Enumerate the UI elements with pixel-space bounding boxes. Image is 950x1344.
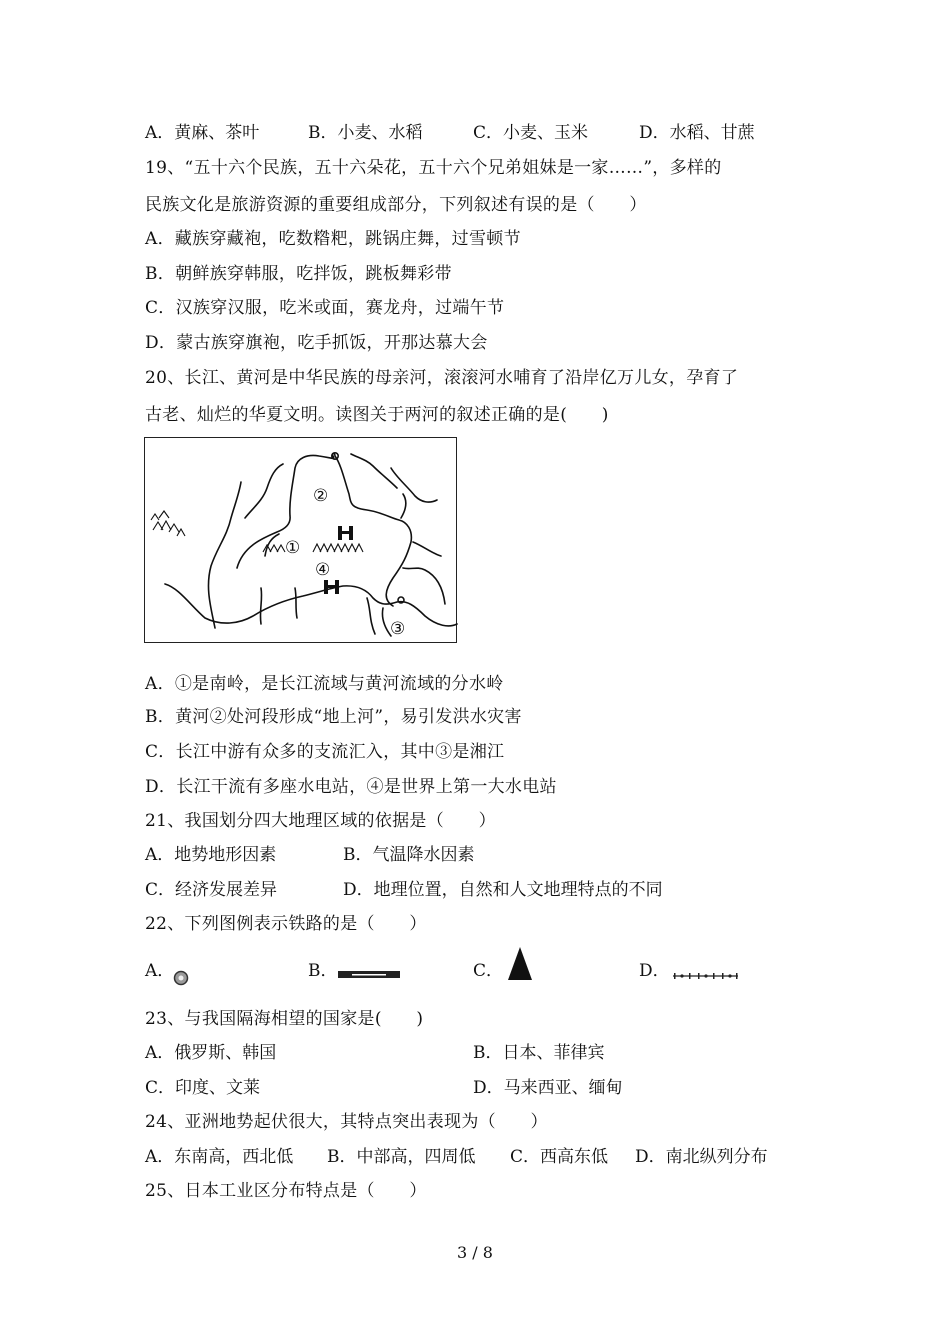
q18-option-d: D．水稻、甘蔗 [639, 123, 755, 143]
q24-option-c: C．西高东低 [510, 1147, 609, 1167]
q19-option-c: C．汉族穿汉服，吃米或面，赛龙舟，过端午节 [145, 298, 505, 318]
q18-option-a: A．黄麻、茶叶 [145, 123, 260, 143]
map-label-3: ③ [390, 619, 406, 639]
q19-option-a: A．藏族穿藏袍，吃数糌粑，跳锅庄舞，过雪顿节 [145, 229, 521, 249]
legend-highway-icon [338, 970, 402, 980]
q19-stem-line2: 民族文化是旅游资源的重要组成部分，下列叙述有误的是（ ） [145, 195, 647, 215]
tributary-path [401, 494, 406, 518]
river-map-drawing [145, 438, 458, 644]
q24-option-d: D．南北纵列分布 [635, 1147, 768, 1167]
tributary-path [295, 588, 297, 618]
q20-option-d: D．长江干流有多座水电站，④是世界上第一大水电站 [145, 777, 557, 797]
coast-path [351, 454, 397, 488]
river-map-figure [144, 437, 457, 643]
tributary-path [260, 588, 261, 624]
legend-peak-icon [507, 946, 533, 982]
map-label-1: ① [285, 538, 301, 558]
q25-stem: 25、日本工业区分布特点是（ ） [145, 1181, 427, 1201]
q21-option-b: B．气温降水因素 [343, 845, 475, 865]
map-label-2: ② [313, 486, 329, 506]
q23-option-a: A．俄罗斯、韩国 [145, 1043, 277, 1063]
tributary-path [245, 464, 283, 518]
q23-option-b: B．日本、菲律宾 [473, 1043, 605, 1063]
q21-option-d: D．地理位置，自然和人文地理特点的不同 [343, 880, 663, 900]
q21-option-c: C．经济发展差异 [145, 880, 278, 900]
q19-option-b: B．朝鲜族穿韩服，吃拌饭，跳板舞彩带 [145, 264, 452, 284]
legend-railway-icon [672, 971, 740, 981]
tributary-path [367, 598, 375, 634]
q24-option-a: A．东南高，西北低 [145, 1147, 294, 1167]
q23-option-c: C．印度、文莱 [145, 1078, 261, 1098]
q21-stem: 21、我国划分四大地理区域的依据是（ ） [145, 811, 496, 831]
q18-option-b: B．小麦、水稻 [308, 123, 423, 143]
tributary-path [391, 468, 437, 502]
q20-stem-line2: 古老、灿烂的华夏文明。读图关于两河的叙述正确的是( ) [145, 405, 609, 425]
mountain-symbols-west [151, 511, 185, 536]
q22-option-a: A． [145, 961, 175, 981]
q23-option-d: D．马来西亚、缅甸 [473, 1078, 623, 1098]
q24-stem: 24、亚洲地势起伏很大，其特点突出表现为（ ） [145, 1112, 548, 1132]
q22-option-b: B． [308, 961, 338, 981]
tributary-path [208, 482, 241, 628]
q20-option-c: C．长江中游有众多的支流汇入，其中③是湘江 [145, 742, 505, 762]
q19-stem-line1: 19、“五十六个民族，五十六朵花，五十六个兄弟姐妹是一家……”，多样的 [145, 158, 722, 178]
q24-option-b: B．中部高，四周低 [327, 1147, 476, 1167]
q19-option-d: D．蒙古族穿旗袍，吃手抓饭，开那达慕大会 [145, 333, 488, 353]
q22-option-c: C． [473, 961, 504, 981]
page-number: 3 / 8 [457, 1243, 493, 1262]
mountain-symbols-qinling [263, 544, 363, 552]
map-label-4: ④ [315, 560, 331, 580]
tributary-path [403, 568, 445, 604]
q21-option-a: A．地势地形因素 [145, 845, 277, 865]
q22-stem: 22、下列图例表示铁路的是（ ） [145, 914, 427, 934]
legend-settlement-icon [172, 969, 190, 987]
q20-option-b: B．黄河②处河段形成“地上河”，易引发洪水灾害 [145, 707, 522, 727]
q18-option-c: C．小麦、玉米 [473, 123, 589, 143]
q23-stem: 23、与我国隔海相望的国家是( ) [145, 1009, 424, 1029]
coast-path [413, 542, 441, 556]
q22-option-d: D． [639, 961, 670, 981]
dam-symbol-lower [324, 580, 339, 594]
dam-symbol-upper [338, 526, 353, 540]
q20-stem-line1: 20、长江、黄河是中华民族的母亲河，滚滚河水哺育了沿岸亿万儿女，孕育了 [145, 368, 739, 388]
q20-option-a: A．①是南岭，是长江流域与黄河流域的分水岭 [145, 674, 504, 694]
